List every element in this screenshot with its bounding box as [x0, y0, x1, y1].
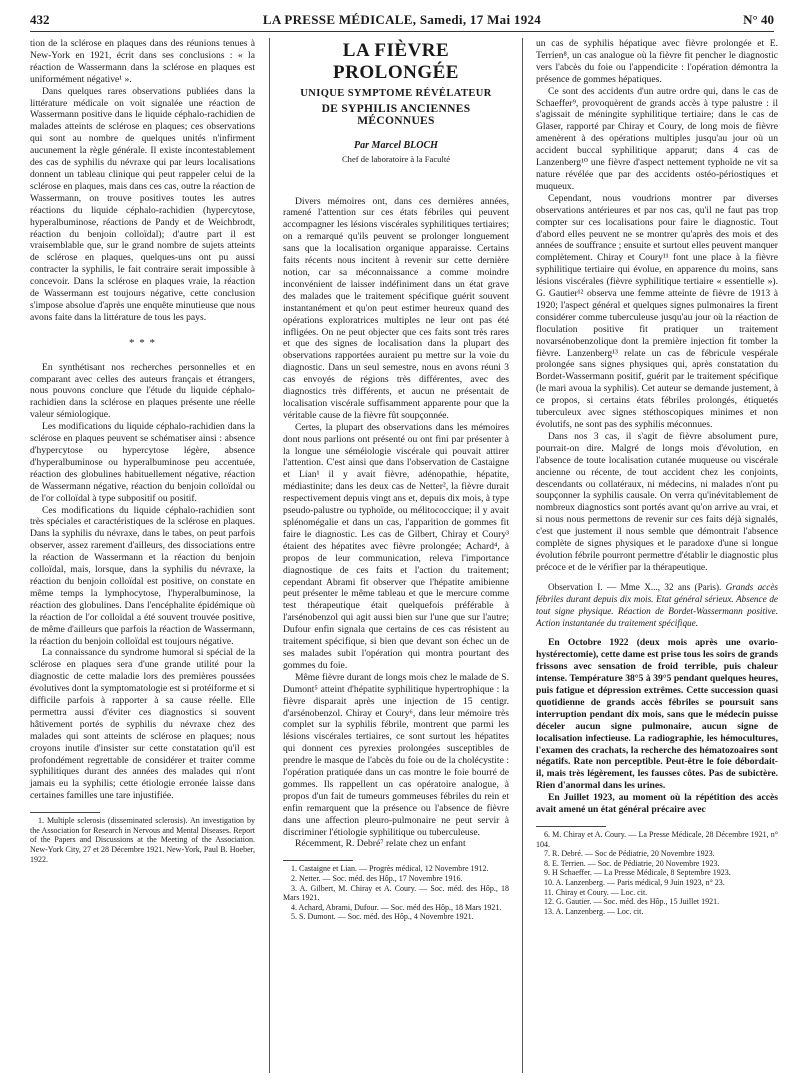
page-number: 432 — [30, 12, 50, 27]
paragraph: La connaissance du syndrome humoral si spécial de la sclérose en plaques sera d'une grande utilité pour la diagnostic de cette maladie lors des premières poussées évolutives dont la symptomatologie est si protéiforme et si difficile parfois à rapporter à sa cause réelle. Elle permettra aussi d'éviter ces diagnostics si souvent hâtivement portés de syphilis du névraxe chez des malades qui sont atteints de sclérose en plaques; nous croyons inutile d'insister sur cette constatation qu'il est profondément regrettable de considérer et traiter comme syphilitiques durant des années des malades qui n'ont jamais eu la syphilis; cette étiologie erronée laisse dans certaines familles une tare injustifiée. — [30, 647, 255, 802]
footnote: 5. S. Dumont. — Soc. méd. des Hôp., 4 Novembre 1921. — [291, 912, 474, 922]
section-separator: * * * — [129, 336, 156, 349]
footnote-rule — [283, 860, 353, 861]
footnote: 2. Netter. — Soc. méd. des Hôp., 17 Novembre 1916. — [291, 873, 463, 883]
column-left — [30, 38, 255, 864]
footnotes — [30, 816, 255, 864]
footnote: 9. H Schaeffer. — La Presse Médicale, 8 Septembre 1923. — [544, 868, 731, 878]
column-middle — [283, 38, 509, 922]
footnote: 1. Multiple sclerosis (disseminated sclerosis). An investigation by the Association for Research in Nervous and Mental Diseases. Report of the Papers and Discussions at the Meeting of the Association. New-York City, 27 et 28 Décembre 1921. New-York, Paul B. Hoeber, 1922. — [30, 816, 255, 864]
footnotes — [536, 830, 778, 916]
paragraph: un cas de syphilis hépatique avec fièvre prolongée et E. Terrien⁸, un cas analogue où la fièvre fit pencher le diagnostic vers l'abcès du foie ou l'appendicite : l'opération démontra la présence de gommes hépatiques. — [536, 38, 778, 85]
footnote-rule — [536, 826, 606, 827]
journal-title: LA PRESSE MÉDICALE, Samedi, 17 Mai 1924 — [262, 12, 542, 27]
article-subtitle: UNIQUE SYMPTOME RÉVÉLATEUR — [300, 88, 492, 99]
paragraph: En synthétisant nos recherches personnelles et en comparant avec celles des auteurs français et étrangers, nous pouvons conclure que l'étude du liquide céphalo-rachidien dans la sclérose en plaques présente une réelle valeur sémiologique. — [30, 361, 255, 421]
footnote: 3. A. Gilbert, M. Chiray et A. Coury. — Soc. méd. des Hôp., 18 Mars 1921. — [283, 883, 509, 903]
paragraph: Dans quelques rares observations publiées dans la littérature médicale on voit signalée une réaction de Wassermann positive dans le liquide céphalo-rachidien de malades atteints de sclérose en plaques; ces observations qui sont au nombre de quelques unités n'infirment aucunement la règle générale. Il existe incontestablement des cas de syphilis du névraxe qui par leurs localisations donnent un tableau clinique qui peut rappeler celui de la sclérose en plaques, mais dans ces cas, outre la réaction de Wassermann, on trouve positives toutes les autres réactions du liquide céphalo-rachidien (hypercytose, hyperalbuminose, réactions de Pandy et de Weichbrodt, réaction du benjoin colloïdal); d'autre part il est vraisemblable que, sur le grand nombre de sujets atteints de sclérose en plaques, quelques-uns ont pu aussi contracter la syphilis, le fait contraire serait impossible à concevoir. Dans la sclérose en plaques vraie, la réaction de Wassermann est toujours négative, cette conclusion s'impose absolue d'après une enquête minutieuse que nous avons faite dans la littérature de tous les pays. — [30, 85, 255, 323]
column-divider — [269, 38, 270, 1073]
footnote: 1. Castaigne et Lian. — Progrès médical, 12 Novembre 1912. — [291, 864, 489, 874]
observation-label: Observation I. — Mme X..., 32 ans (Paris). — [548, 581, 722, 592]
footnotes — [283, 864, 509, 922]
footnote: 11. Chiray et Coury. — Loc. cit. — [544, 887, 648, 897]
footnote-rule — [30, 812, 100, 813]
issue-number: N° 40 — [743, 12, 774, 27]
footnote: 4. Achard, Abrami, Dufour. — Soc. méd des Hôp., 18 Mars 1921. — [291, 902, 502, 912]
article-title: LA FIÈVRE PROLONGÉE — [333, 40, 459, 83]
paragraph: Les modifications du liquide céphalo-rachidien dans la sclérose en plaques peuvent se schématiser ainsi : absence d'hypercytose ou hypercytose légère, absence d'hyperalbuminose ou hyperalbuminose peu accentuée, réaction des globulines habituellement négative, réaction de Wassermann négative, réaction du benjoin colloïdal ou de l'or colloïdal à type subpositif ou positif. — [30, 421, 255, 504]
paragraph: Divers mémoires ont, dans ces dernières années, ramené l'attention sur ces états fébriles qui peuvent accompagner les lésions viscérales syphilitiques tertiaires; on a remarqué qu'ils peuvent se prolonger longuement sans que la localisation organique apparaisse. Certains faits récents nous incitent à revenir sur cette dernière notion, car sa méconnaissance a comme moindre inconvénient de laisser indéfiniment dans un état grave des malades que le traitement spécifique guérit souvent instantanément et qu'on peut estimer heureux quand des opérations exploratrices multiples ne leur ont pas été infligées. On ne peut objecter que ces faits sont très rares et que des signes de localisation dans la plupart des observations rapportées auraient pu mettre sur la voie du diagnostic. Dans un seul semestre, nous en avons réuni 3 cas envoyés de régions très différentes, avec des diagnostics très différents, et aucun ne présentait de localisation viscérale suffisamment apparente pour que la véritable cause de la fièvre fût soupçonnée. — [283, 195, 509, 421]
author-affiliation: Chef de laboratoire à la Faculté — [341, 153, 451, 164]
paragraph: Cependant, nous voudrions montrer par diverses observations antérieures et par nos cas, qu'il ne faut pas trop compter sur ces localisations pour faire le diagnostic. Tout d'abord elles peuvent ne se montrer qu'après des mois et des années de souffrance ; ensuite et surtout elles peuvent manquer complètement. Chiray et Coury¹¹ font une place à la fièvre syphilitique tertiaire qui évolue, en apparence du moins, sans lésions viscérales (fièvre syphilitique tertiaire « essentielle »). G. Gautier¹² observa une femme atteinte de fièvre de 1913 à 1920; l'aspect général et quelques signes pulmonaires la firent considérer comme tuberculeuse jusqu'au jour où la réaction de floculation positive fit pratiquer un traitement novarsénobenzolique dont la première injection fit tomber la fièvre. Lanzenberg¹³ relate un cas de fébricule vespérale prolongée sans signes physiques qui, après constatation du Bordet-Wassermann positif, guérit par le traitement spécifique (le mari avoua la syphilis). Cet auteur se demande justement, à ce propos, si certains états fébriles prolongés, étiquetés tuberculeux avec signes stéthoscopiques minimes et non évolutifs, ne sont pas des syphilis méconnues. — [536, 192, 778, 430]
footnote: 12. G. Gautier. — Soc. méd. des Hôp., 15 Juillet 1921. — [544, 897, 720, 907]
running-header — [30, 10, 774, 32]
footnote: 10. A. Lanzenberg. — Paris médical, 9 Juin 1923, n° 23. — [544, 877, 725, 887]
footnote: 7. R. Debré. — Soc de Pédiatrie, 20 Novembre 1923. — [544, 849, 715, 859]
paragraph: tion de la sclérose en plaques dans des réunions tenues à New-York en 1921, écrit dans ses conclusions : « la réaction de Wassermann dans la sclérose en plaques est uniformément négative¹ ». — [30, 38, 255, 85]
article-subtitle: DE SYPHILIS ANCIENNES MÉCONNUES — [321, 102, 471, 127]
footnote: 8. E. Terrien. — Soc. de Pédiatrie, 20 Novembre 1923. — [544, 858, 720, 868]
paragraph: Ce sont des accidents d'un autre ordre qui, dans le cas de Schaeffer⁹, provoquèrent de grands accès à type palustre : il s'agissait de méningite syphilitique tertiaire; dans le cas de Glaser, rapporté par Chiray et Coury, de long mois de fièvre amenèrent à des opérations multiples jusqu'au jour où un accident buccal syphilitique apparut; dans 4 cas de Lanzenberg¹⁰ une fièvre d'aspect nettement typhoïde ne vit sa nature révélée que par des accidents ostéo-périostiques et muqueux. — [536, 85, 778, 192]
observation-heading — [536, 582, 778, 630]
observation-paragraph: En Octobre 1922 (deux mois après une ovario-hystérectomie), cette dame est prise tous les soirs de grands frissons avec sensation de froid terrible, puis chaleur intense. Température 38°5 à 39°5 pendant quelques heures, puis fatigue et dépression extrêmes. Cette succession quasi quotidienne de grands accès fébriles se poursuit sans interruption pendant dix mois, sans que le médecin puisse déceler aucun signe pulmonaire, aucun signe de localisation infectieuse. La radiographie, les hémocultures, l'examen des crachats, la recherche des hématozoaires sont négatifs. Rate non perceptible. Peut-être le foie débordait-il, mais très légèrement, les fausses côtes. Pas de subictère. Rien d'anormal dans les urines. — [536, 637, 778, 792]
paragraph: Ces modifications du liquide céphalo-rachidien sont très spéciales et caractéristiques de la sclérose en plaques. Dans la syphilis du névraxe, dans le tabes, on peut parfois observer, assez rarement d'ailleurs, des dissociations entre la réaction de Wassermann et la réaction du benjoin colloïdal, mais, lorsque, dans la syphilis du névraxe, la réaction du benjoin colloïdal est positive, on constate en même temps la lymphocytose, l'hyperalbuminose, la réaction des globulines. Dans l'encéphalite épidémique où la réaction de l'or colloïdal a été souvent trouvée positive, de même d'ailleurs que parfois la réaction de Wassermann, la réaction du benjoin colloïdal est toujours négative. — [30, 504, 255, 647]
footnote: 6. M. Chiray et A. Coury. — La Presse Médicale, 28 Décembre 1921, n° 104. — [536, 830, 778, 849]
paragraph: Récemment, R. Debré⁷ relate chez un enfant — [295, 838, 466, 850]
column-divider — [522, 38, 523, 1073]
column-right — [536, 38, 778, 916]
paragraph: Dans nos 3 cas, il s'agit de fièvre absolument pure, pourrait-on dire. Malgré de longs mois d'évolution, en l'absence de toute localisation cutanée muqueuse ou viscérale ancienne ou récente, de tout accident chez les conjoints, descendants ou collatéraux, ni médecins, ni malades n'ont pu soupçonner la syphilis causale. On verra qu'inévitablement de nombreux diagnostics sont portés avant qu'on arrive au vrai, et si nous nous permettons de revenir sur ces faits déjà signalés, c'est que justement il nous semble que démontrait l'absence complète de signes physiques et le paradoxe d'une si longue évolution fébrile pourront permettre d'établir le diagnostic plus précoce et de le vérifier par la thérapeutique. — [536, 430, 778, 573]
header-rule — [30, 31, 774, 32]
footnote: 13. A. Lanzenberg. — Loc. cit. — [544, 906, 644, 916]
paragraph: Certes, la plupart des observations dans les mémoires dont nous parlions ont présenté ou ont fini par présenter à la longue une séméiologie viscérale qui pouvait attirer l'attention. C'est ainsi que dans l'observation de Castaigne et Lian¹ il y avait fièvre, adénopathie, hépatite, médiastinite; dans les deux cas de Netter², la fièvre durait respectivement depuis vingt ans et, depuis dix mois, à type pseudo-palustre ou typhoïde, ou mélitococcique; il y avait splénomégalie et dans un cas, l'apparition de gommes fit faire le diagnostic. Les cas de Gilbert, Chiray et Coury³ étaient des hépatites avec fièvre prolongée; Achard⁴, à propos de leur communication, releva l'importance diagnostique de ces faits et l'action du traitement; cependant Abrami fit observer que l'hépatite amibienne peut présenter le même tableau et que le mercure comme test thérapeutique était quelquefois préférable à l'arsénobenzol qui agit aussi bien sur l'une que sur l'autre; Dufour enfin signala que certains de ces cas résistent au traitement spécifique, si bien que devant son échec un de ses malades subit l'opération qui montra pourtant des gommes du foie. — [283, 421, 509, 671]
article-author: Par Marcel BLOCH — [354, 139, 438, 151]
observation-paragraph: En Juillet 1923, au moment où la répétition des accès avait amené un état général précaire avec — [536, 792, 778, 816]
observation-summary: Grands accès fébriles durant depuis dix mois. Etat général sérieux. Absence de tout signe physique. Réaction de Bordet-Wassermann positive. Action instantanée du traitement spécifique. — [536, 581, 778, 628]
paragraph: Même fièvre durant de longs mois chez le malade de S. Dumont⁵ atteint d'hépatite syphilitique hypertrophique : la fièvre disparait après une injection de 15 centigr. d'arsénobenzol. Chiray et Coury⁶, dans leur mémoire très complet sur la syphilis fébrile, montrent que parmi les lésions viscérales tertiaires, ce sont surtout les hépatites qui donnent ces pyrexies prolongées susceptibles de prendre le masque de l'abcès du foie ou de la cholécystite : l'opération pratiquée dans un cas montre le foie bourré de gommes. Ils rappellent un cas opératoire analogue, à propos d'un fait de tumeurs gommeuses fébriles du rein et enfin remarquent que la présence ou l'absence de fièvre dans une affection pleuro-pulmonaire ne peut servir à discriminer l'étiologie syphilitique ou tuberculeuse. — [283, 671, 509, 838]
